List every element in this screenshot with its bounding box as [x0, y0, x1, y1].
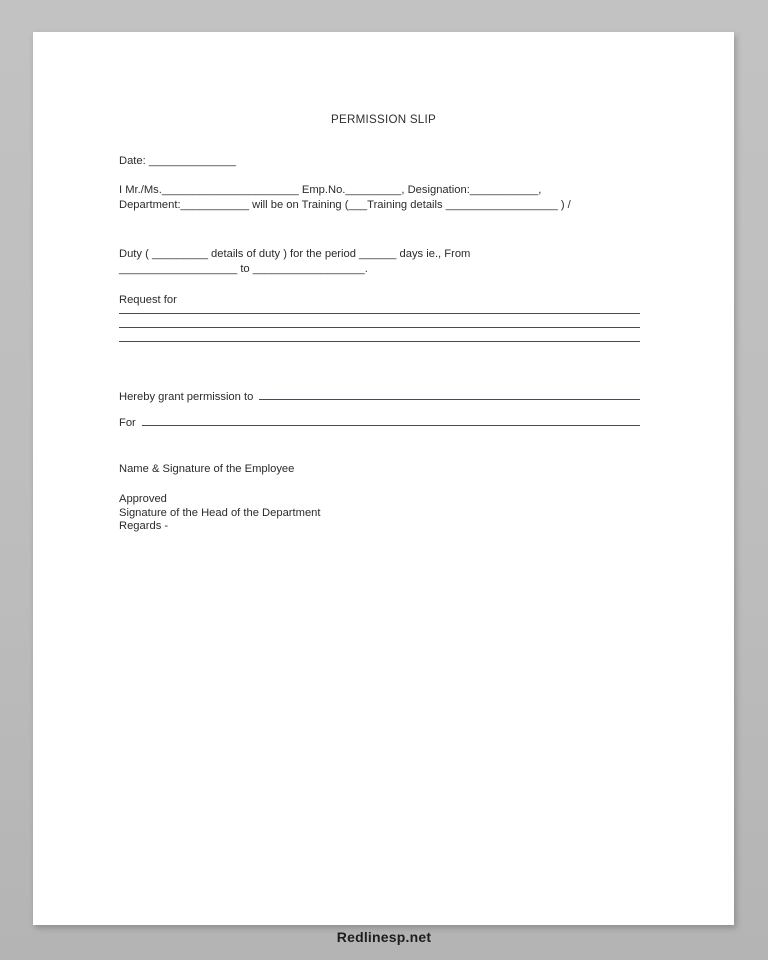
hereby-grant-permission-label: Hereby grant permission to: [119, 391, 254, 403]
employee-name-signature-label: Name & Signature of the Employee: [119, 463, 295, 475]
head-of-department-signature-label: Signature of the Head of the Department: [119, 506, 321, 519]
write-in-rule: [119, 313, 640, 314]
duty-period-block: [119, 247, 679, 277]
approved-label: Approved: [119, 493, 167, 505]
document-page: [33, 32, 734, 925]
hereby-grant-permission-row: [119, 388, 640, 404]
write-in-rule: [119, 327, 640, 328]
hereby-grant-permission-blank: [259, 388, 640, 400]
regards-label: Regards -: [119, 520, 169, 532]
approval-block: [119, 493, 679, 534]
for-label: For: [119, 417, 136, 429]
date-field-line: Date: ______________: [119, 155, 236, 167]
intro-line-1: I Mr./Ms.______________________ Emp.No._________, Designation:___________,: [119, 184, 542, 196]
intro-line-2: Department:___________ will be on Training (___Training details __________________ ) /: [119, 199, 571, 211]
employee-intro-block: [119, 183, 679, 213]
write-in-rule: [119, 341, 640, 342]
permission-slip-document: [33, 32, 734, 925]
for-blank: [142, 414, 640, 426]
request-for-label: Request for: [119, 294, 177, 306]
for-row: [119, 414, 640, 430]
request-for-write-in-lines: [119, 313, 640, 342]
page-title: PERMISSION SLIP: [331, 113, 436, 126]
footer-brand-watermark: Redlinesp.net: [336, 929, 432, 945]
duty-line-1: Duty ( _________ details of duty ) for the period ______ days ie., From: [119, 248, 471, 260]
duty-line-2: ___________________ to __________________.: [119, 263, 368, 275]
